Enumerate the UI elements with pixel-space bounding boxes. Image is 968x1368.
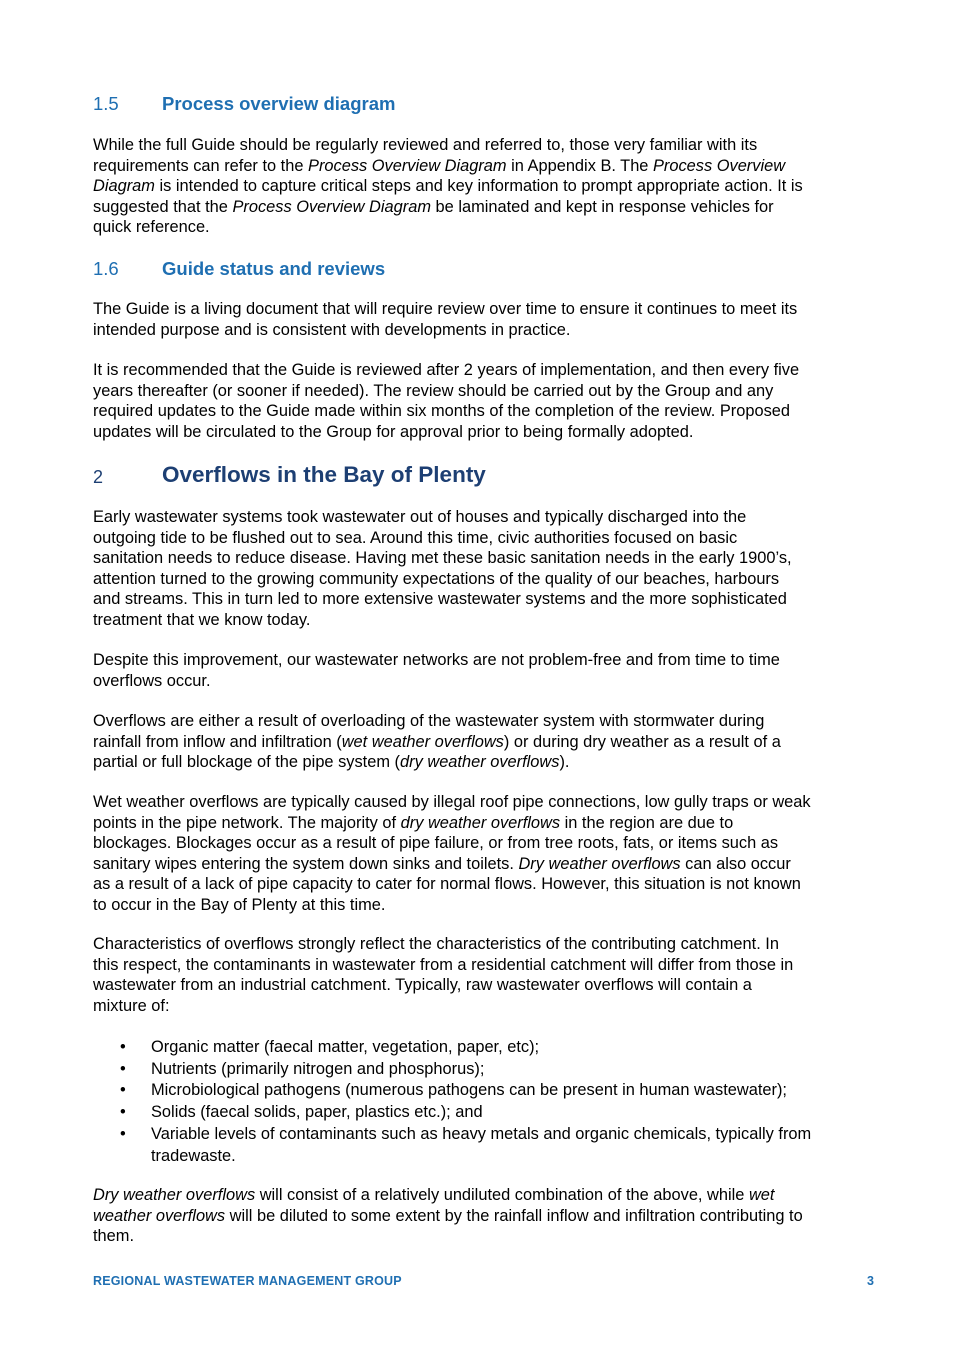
text-line: Overflows are either a result of overloading of the wastewater system with stormwater during [93, 712, 765, 730]
text-line: them. [93, 1227, 134, 1245]
text-line: to occur in the Bay of Plenty at this time. [93, 895, 386, 914]
text-line: required updates to the Guide made within six months of the completion of the review. Proposed [93, 402, 791, 420]
list-item [93, 1124, 883, 1167]
bullet-icon: • [120, 1038, 126, 1056]
text-line: Diagram is intended to capture critical steps and key information to prompt appropriate action. It is [93, 177, 803, 195]
text-line: attention turned to the growing community expectations of the quality of our beaches, harbours [93, 569, 780, 588]
bullet-icon: • [120, 1059, 126, 1078]
page-number: 3 [867, 1274, 874, 1288]
italic-term: dry weather overflows [400, 753, 560, 771]
text-line: suggested that the Process Overview Diagram be laminated and kept in response vehicles for [93, 197, 774, 216]
text-line: partial or full blockage of the pipe system (dry weather overflows). [93, 753, 570, 771]
list-item [93, 1059, 883, 1081]
text-line: and streams. This in turn led to more extensive wastewater systems and the more sophisticated [93, 590, 787, 608]
footer-organisation: REGIONAL WASTEWATER MANAGEMENT GROUP [93, 1274, 402, 1288]
list-item [93, 1037, 883, 1059]
text-line: Microbiological pathogens (numerous pathogens can be present in human wastewater); [151, 1081, 787, 1100]
contaminant-list [93, 1037, 883, 1167]
italic-term: Dry weather overflows [93, 1186, 256, 1204]
paragraph [93, 711, 883, 773]
text-line: Despite this improvement, our wastewater networks are not problem-free and from time to time [93, 651, 780, 669]
text-line: Variable levels of contaminants such as heavy metals and organic chemicals, typically from [151, 1124, 812, 1143]
text-line: overflows occur. [93, 671, 211, 690]
text-line: The Guide is a living document that will require review over time to ensure it continues to meet its [93, 300, 798, 318]
paragraph [93, 792, 883, 915]
text-line: Nutrients (primarily nitrogen and phosphorus); [151, 1059, 485, 1078]
italic-term: Diagram [93, 177, 155, 195]
bullet-icon: • [120, 1081, 126, 1100]
bullet-icon: • [120, 1124, 126, 1143]
section-title: Guide status and reviews [162, 258, 386, 279]
text-line: Early wastewater systems took wastewater out of houses and typically discharged into the [93, 508, 747, 526]
text-line: sanitary wipes entering the system down sinks and toilets. Dry weather overflows can also occur [93, 854, 791, 873]
text-line: outgoing tide to be flushed out to sea. Around this time, civic authorities focused on basic [93, 528, 738, 547]
text-line: points in the pipe network. The majority of dry weather overflows in the region are due to [93, 813, 734, 832]
italic-term: Process Overview Diagram [308, 156, 507, 175]
text-line: treatment that we know today. [93, 610, 311, 629]
section-title: Process overview diagram [162, 93, 396, 114]
italic-term: weather overflows [93, 1206, 226, 1225]
italic-term: Process Overview [652, 156, 786, 175]
chapter-title: Overflows in the Bay of Plenty [162, 462, 486, 487]
italic-term: Dry weather overflows [518, 854, 681, 873]
list-item [93, 1102, 883, 1124]
paragraph [93, 1185, 883, 1247]
text-line: While the full Guide should be regularly reviewed and referred to, those very familiar with its [93, 136, 758, 154]
text-line: blockages. Blockages occur as a result of pipe failure, or from tree roots, fats, or items such as [93, 834, 779, 852]
italic-term: wet weather overflows [341, 732, 504, 751]
italic-term: Process Overview Diagram [232, 197, 431, 216]
text-line: tradewaste. [151, 1146, 236, 1165]
text-line: this respect, the contaminants in wastewater from a residential catchment will differ from those in [93, 955, 794, 974]
text-line: intended purpose and is consistent with developments in practice. [93, 320, 571, 339]
bullet-icon: • [120, 1103, 126, 1122]
text-line: quick reference. [93, 218, 210, 236]
text-line: sanitation needs to reduce disease. Having met these basic sanitation needs in the early 1900’s, [93, 549, 792, 567]
text-line: It is recommended that the Guide is reviewed after 2 years of implementation, and then every five [93, 361, 800, 379]
chapter-number: 2 [93, 467, 104, 487]
italic-term: wet [748, 1186, 775, 1204]
italic-term: dry weather overflows [400, 813, 561, 832]
list-item [93, 1080, 883, 1102]
text-line: as a result of a lack of pipe capacity to cater for normal flows. However, this situation is not known [93, 875, 801, 893]
text-line: rainfall from inflow and infiltration (wet weather overflows) or during dry weather as a result of a [93, 732, 781, 751]
text-line: mixture of: [93, 996, 170, 1015]
text-line: Solids (faecal solids, paper, plastics etc.); and [151, 1103, 483, 1122]
text-line: Dry weather overflows will consist of a relatively undiluted combination of the above, while wet [93, 1186, 775, 1204]
paragraph [93, 299, 883, 340]
paragraph [93, 135, 883, 238]
paragraph [93, 934, 883, 1016]
section-number: 1.6 [93, 258, 119, 279]
paragraph [93, 650, 883, 691]
text-line: years thereafter (or sooner if needed). The review should be carried out by the Group and any [93, 381, 774, 400]
text-line: Wet weather overflows are typically caused by illegal roof pipe connections, low gully traps or weak [93, 793, 811, 811]
text-line: updates will be circulated to the Group for approval prior to being formally adopted. [93, 422, 694, 441]
text-line: weather overflows will be diluted to some extent by the rainfall inflow and infiltration contributing to [93, 1206, 803, 1225]
paragraph [93, 507, 883, 630]
text-line: Characteristics of overflows strongly reflect the characteristics of the contributing catchment. In [93, 935, 779, 953]
section-number: 1.5 [93, 93, 119, 114]
text-line: Organic matter (faecal matter, vegetation, paper, etc); [151, 1038, 540, 1056]
text-line: requirements can refer to the Process Overview Diagram in Appendix B. The Process Overview [93, 156, 786, 175]
text-line: wastewater from an industrial catchment. Typically, raw wastewater overflows will contain a [93, 976, 752, 994]
paragraph [93, 360, 883, 442]
